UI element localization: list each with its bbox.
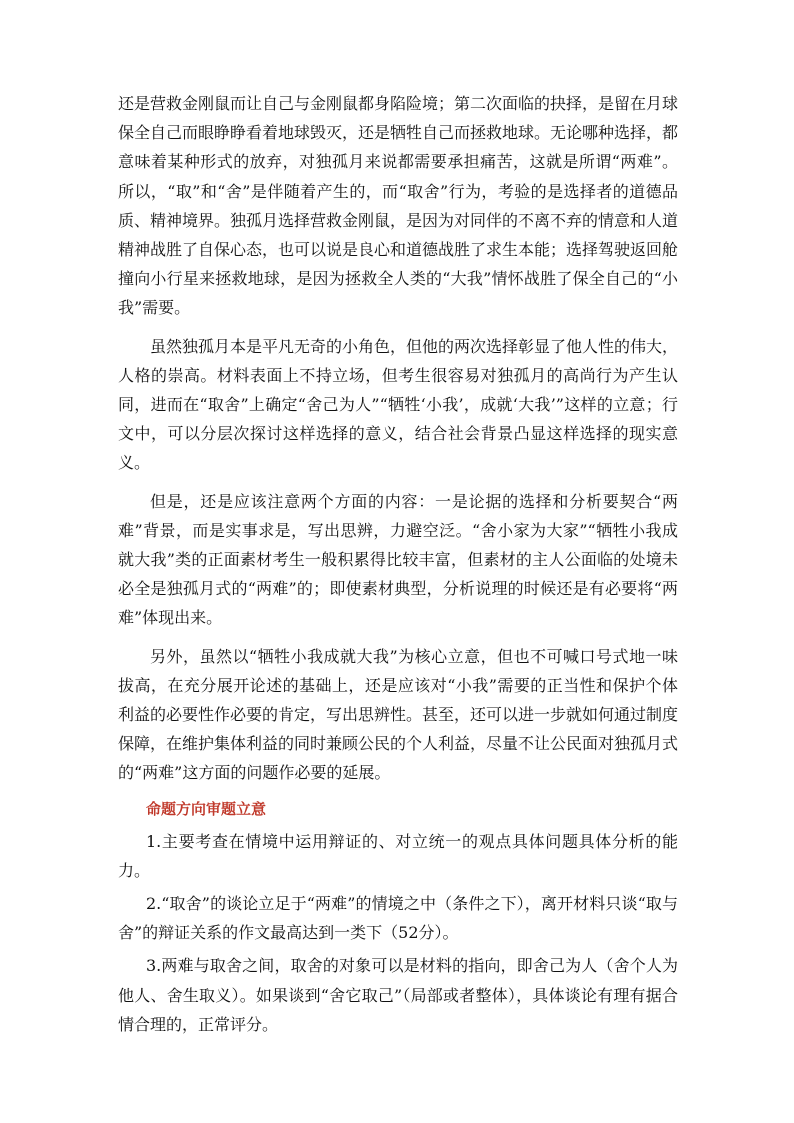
body-paragraph-1: 还是营救金刚鼠而让自己与金刚鼠都身陷险境；第二次面临的抉择，是留在月球保全自己而眼睁睁看着地球毁灭，还是牺牲自己而拯救地球。无论哪种选择，都意味着某种形式的放弃，对独孤月来说都需要承担痛苦，这就是所谓“两难”。所以，“取”和“舍”是伴随着产生的，而“取舍”行为，考验的是选择者的道德品质、精神境界。独孤月选择营救金刚鼠，是因为对同伴的不离不弃的情意和人道精神战胜了自保心态，也可以说是良心和道德战胜了求生本能；选择驾驶返回舱撞向小行星来拯救地球，是因为拯救全人类的“大我”情怀战胜了保全自己的“小我”需要。 [118, 94, 679, 318]
body-paragraph-3: 但是，还是应该注意两个方面的内容：一是论据的选择和分析要契合“两难”背景，而是实事求是，写出思辨，力避空泛。“舍小家为大家”“牺牲小我成就大我”类的正面素材考生一般积累得比较丰富，但素材的主人公面临的处境未必全是独孤月式的“两难”的；即使素材典型，分析说理的时候还是有必要将“两难”体现出来。 [118, 491, 678, 628]
section-heading: 命题方向审题立意 [146, 799, 267, 818]
list-item-3: 3.两难与取舍之间，取舍的对象可以是材料的指向，即舍己为人（舍个人为他人、舍生取义）。如果谈到“舍它取己”（局部或者整体），具体谈论有理有据合情合理的，正常评分。 [118, 956, 678, 1034]
document-page [118, 89, 678, 1043]
list-item-1: 1.主要考查在情境中运用辩证的、对立统一的观点具体问题具体分析的能力。 [118, 831, 678, 880]
list-item-2: 2.“取舍”的谈论立足于“两难”的情境之中（条件之下），离开材料只谈“取与舍”的辩证关系的作文最高达到一类下（52分）。 [118, 894, 678, 943]
body-paragraph-2: 虽然独孤月本是平凡无奇的小角色，但他的两次选择彰显了他人性的伟大，人格的崇高。材料表面上不持立场，但考生很容易对独孤月的高尚行为产生认同，进而在“取舍”上确定“舍己为人”“牺牲‘小我’，成就‘大我’”这样的立意；行文中，可以分层次探讨这样选择的意义，结合社会背景凸显这样选择的现实意义。 [118, 336, 679, 473]
body-paragraph-4: 另外，虽然以“牺牲小我成就大我”为核心立意，但也不可喊口号式地一味拔高，在充分展开论述的基础上，还是应该对“小我”需要的正当性和保护个体利益的必要性作必要的肯定，写出思辨性。甚至，还可以进一步就如何通过制度保障，在维护集体利益的同时兼顾公民的个人利益，尽量不让公民面对独孤月式的“两难”这方面的问题作必要的延展。 [118, 646, 679, 783]
